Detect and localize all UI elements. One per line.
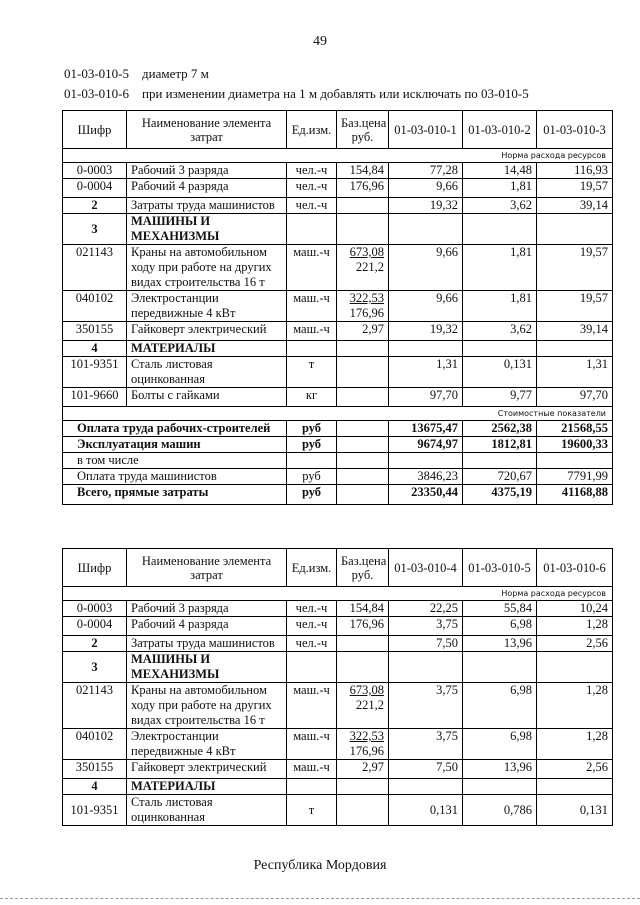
cell-unit: маш.-ч — [287, 729, 337, 760]
cell-value: 13,96 — [463, 636, 537, 652]
cell-value: 3,62 — [463, 198, 537, 214]
cost-row — [63, 437, 613, 453]
cell-value: 6,98 — [463, 683, 537, 729]
table-row — [63, 322, 613, 341]
cell-value: 1,28 — [537, 683, 613, 729]
table-header — [63, 549, 613, 587]
cell-value: 3,62 — [463, 322, 537, 341]
cell-value: 1,31 — [389, 357, 463, 388]
price-secondary: 176,96 — [349, 306, 384, 320]
cell-value: 19,32 — [389, 322, 463, 341]
cost-label: Всего, прямые затраты — [63, 485, 287, 505]
cell-name: Электростанции передвижные 4 кВт — [127, 729, 287, 760]
cell-value: 1,28 — [537, 729, 613, 760]
cell-name: Болты с гайками — [127, 388, 287, 407]
price-primary: 322,53 — [349, 291, 384, 305]
cell-value: 9,66 — [389, 245, 463, 291]
cell-price: 154,84 — [337, 163, 389, 179]
cell-unit: маш.-ч — [287, 291, 337, 322]
cell-code: 0-0004 — [63, 179, 127, 198]
cell-code: 040102 — [63, 291, 127, 322]
cell-value: 10,24 — [537, 601, 613, 617]
cell-code: 021143 — [63, 245, 127, 291]
preamble-code: 01-03-010-5 — [64, 66, 129, 81]
header-col1: 01-03-010-4 — [389, 549, 463, 587]
cell-value: 9,77 — [463, 388, 537, 407]
cell-name: Рабочий 3 разряда — [127, 601, 287, 617]
cell-value: 97,70 — [389, 388, 463, 407]
norm-caption-row — [63, 587, 613, 601]
cell-unit: чел.-ч — [287, 198, 337, 214]
machinist-row — [63, 636, 613, 652]
cell-unit: маш.-ч — [287, 245, 337, 291]
preamble-text: диаметр 7 м — [142, 66, 209, 81]
header-col3: 01-03-010-6 — [537, 549, 613, 587]
table-row — [63, 291, 613, 322]
norm-caption-row — [63, 149, 613, 163]
cell-unit: чел.-ч — [287, 179, 337, 198]
cost-row — [63, 469, 613, 485]
section-row — [63, 341, 613, 357]
page-edge-line — [0, 898, 640, 899]
cost-caption-row — [63, 407, 613, 421]
cell-unit: кг — [287, 388, 337, 407]
cell-name: Затраты труда машинистов — [127, 198, 287, 214]
cell-value: 13,96 — [463, 760, 537, 779]
table-row — [63, 357, 613, 388]
header-col3: 01-03-010-3 — [537, 111, 613, 149]
cell-name: Гайковерт электрический — [127, 760, 287, 779]
cell-code: 101-9351 — [63, 357, 127, 388]
cell-name: Краны на автомобильном ходу при работе на других видах строительства 16 т — [127, 683, 287, 729]
cost-label: Эксплуатация машин — [63, 437, 287, 453]
norm-caption: Норма расхода ресурсов — [63, 149, 613, 163]
cell-price: 176,96 — [337, 617, 389, 636]
preamble-line — [64, 86, 529, 102]
cell-name: Рабочий 4 разряда — [127, 617, 287, 636]
page-number: 49 — [313, 34, 327, 49]
cell-value: 22,25 — [389, 601, 463, 617]
cell-unit: маш.-ч — [287, 322, 337, 341]
cell-code: 101-9351 — [63, 795, 127, 826]
cell-value: 3,75 — [389, 683, 463, 729]
price-primary: 673,08 — [349, 245, 384, 259]
cost-value: 13675,47 — [389, 421, 463, 437]
header-name: Наименование элемента затрат — [127, 111, 287, 149]
cell-code: 350155 — [63, 322, 127, 341]
cell-unit: т — [287, 357, 337, 388]
cell-value: 97,70 — [537, 388, 613, 407]
cell-price: 2,97 — [337, 760, 389, 779]
section-title: МАШИНЫ И МЕХАНИЗМЫ — [127, 652, 287, 683]
cell-unit: чел.-ч — [287, 636, 337, 652]
cell-value: 6,98 — [463, 729, 537, 760]
cell-name: Сталь листовая оцинкованная — [127, 357, 287, 388]
cell-name: Рабочий 3 разряда — [127, 163, 287, 179]
section-row — [63, 652, 613, 683]
cell-value: 0,131 — [537, 795, 613, 826]
table-row — [63, 163, 613, 179]
cost-unit: руб — [287, 469, 337, 485]
cost-row — [63, 485, 613, 505]
header-col1: 01-03-010-1 — [389, 111, 463, 149]
cell-code: 040102 — [63, 729, 127, 760]
cell-value: 55,84 — [463, 601, 537, 617]
cell-value: 19,57 — [537, 245, 613, 291]
cost-value: 720,67 — [463, 469, 537, 485]
table-row — [63, 245, 613, 291]
cost-unit: руб — [287, 485, 337, 505]
cell-code: 021143 — [63, 683, 127, 729]
cell-price: 176,96 — [337, 179, 389, 198]
cell-name: Затраты труда машинистов — [127, 636, 287, 652]
table-row — [63, 729, 613, 760]
cell-name: Рабочий 4 разряда — [127, 179, 287, 198]
preamble-text: при изменении диаметра на 1 м добавлять или исключать по 03-010-5 — [142, 86, 529, 101]
cost-row — [63, 453, 613, 469]
price-secondary: 221,2 — [355, 698, 384, 712]
cell-value: 39,14 — [537, 322, 613, 341]
table-row — [63, 760, 613, 779]
cell-value: 2,56 — [537, 760, 613, 779]
section-row — [63, 214, 613, 245]
table-row — [63, 795, 613, 826]
section-title: МАТЕРИАЛЫ — [127, 779, 287, 795]
cell-price — [337, 245, 389, 291]
cell-code: 0-0003 — [63, 163, 127, 179]
cell-value: 1,81 — [463, 245, 537, 291]
cell-unit: маш.-ч — [287, 760, 337, 779]
footer-region: Республика Мордовия — [253, 858, 387, 873]
table-header — [63, 111, 613, 149]
header-code: Шифр — [63, 549, 127, 587]
norm-caption: Норма расхода ресурсов — [63, 587, 613, 601]
table-row — [63, 179, 613, 198]
cost-value: 19600,33 — [537, 437, 613, 453]
section-code: 4 — [63, 341, 127, 357]
table-row — [63, 601, 613, 617]
cell-value: 7,50 — [389, 636, 463, 652]
cell-value: 3,75 — [389, 617, 463, 636]
price-secondary: 176,96 — [349, 744, 384, 758]
cell-value: 77,28 — [389, 163, 463, 179]
header-unit: Ед.изм. — [287, 549, 337, 587]
cell-value: 1,28 — [537, 617, 613, 636]
cell-code: 0-0004 — [63, 617, 127, 636]
cell-name: Электростанции передвижные 4 кВт — [127, 291, 287, 322]
cell-value: 7,50 — [389, 760, 463, 779]
section-code: 3 — [63, 652, 127, 683]
cost-value: 1812,81 — [463, 437, 537, 453]
cell-price: 2,97 — [337, 322, 389, 341]
cell-value: 0,131 — [463, 357, 537, 388]
cost-value: 23350,44 — [389, 485, 463, 505]
cell-code: 2 — [63, 636, 127, 652]
cost-value: 3846,23 — [389, 469, 463, 485]
price-primary: 322,53 — [349, 729, 384, 743]
cell-unit: чел.-ч — [287, 617, 337, 636]
cost-label: Оплата труда машинистов — [63, 469, 287, 485]
section-row — [63, 779, 613, 795]
cell-value: 19,57 — [537, 291, 613, 322]
cell-value: 6,98 — [463, 617, 537, 636]
cost-caption: Стоимостные показатели — [63, 407, 613, 421]
cell-unit: т — [287, 795, 337, 826]
table-row — [63, 388, 613, 407]
cell-unit: маш.-ч — [287, 683, 337, 729]
cell-value: 9,66 — [389, 179, 463, 198]
cost-value: 2562,38 — [463, 421, 537, 437]
cell-unit: чел.-ч — [287, 163, 337, 179]
cell-code: 2 — [63, 198, 127, 214]
cell-value: 2,56 — [537, 636, 613, 652]
section-title: МАШИНЫ И МЕХАНИЗМЫ — [127, 214, 287, 245]
cost-label: в том числе — [63, 453, 287, 469]
cell-name: Краны на автомобильном ходу при работе на других видах строительства 16 т — [127, 245, 287, 291]
cost-value: 7791,99 — [537, 469, 613, 485]
header-price: Баз.цена руб. — [337, 111, 389, 149]
cell-value: 1,81 — [463, 179, 537, 198]
header-name: Наименование элемента затрат — [127, 549, 287, 587]
cost-row — [63, 421, 613, 437]
cell-value: 0,131 — [389, 795, 463, 826]
cell-value: 3,75 — [389, 729, 463, 760]
header-col2: 01-03-010-2 — [463, 111, 537, 149]
header-unit: Ед.изм. — [287, 111, 337, 149]
cost-unit: руб — [287, 437, 337, 453]
cost-value: 9674,97 — [389, 437, 463, 453]
section-code: 4 — [63, 779, 127, 795]
cost-value: 41168,88 — [537, 485, 613, 505]
price-primary: 673,08 — [349, 683, 384, 697]
cell-price — [337, 729, 389, 760]
cell-value: 19,57 — [537, 179, 613, 198]
cell-price: 154,84 — [337, 601, 389, 617]
cell-price — [337, 683, 389, 729]
cost-value: 4375,19 — [463, 485, 537, 505]
cell-unit: чел.-ч — [287, 601, 337, 617]
cell-value: 0,786 — [463, 795, 537, 826]
table-row — [63, 617, 613, 636]
norms-table-1 — [62, 110, 613, 505]
cell-value: 14,48 — [463, 163, 537, 179]
header-col2: 01-03-010-5 — [463, 549, 537, 587]
norms-table-2 — [62, 548, 613, 826]
cell-value: 39,14 — [537, 198, 613, 214]
machinist-row — [63, 198, 613, 214]
header-price: Баз.цена руб. — [337, 549, 389, 587]
table-row — [63, 683, 613, 729]
cost-unit: руб — [287, 421, 337, 437]
cell-value: 1,81 — [463, 291, 537, 322]
cell-value: 1,31 — [537, 357, 613, 388]
cell-name: Сталь листовая оцинкованная — [127, 795, 287, 826]
cell-code: 350155 — [63, 760, 127, 779]
cost-value: 21568,55 — [537, 421, 613, 437]
cost-label: Оплата труда рабочих-строителей — [63, 421, 287, 437]
preamble-line — [64, 66, 209, 82]
section-title: МАТЕРИАЛЫ — [127, 341, 287, 357]
cell-price — [337, 291, 389, 322]
preamble-code: 01-03-010-6 — [64, 86, 129, 101]
cell-value: 19,32 — [389, 198, 463, 214]
cell-value: 9,66 — [389, 291, 463, 322]
cell-code: 101-9660 — [63, 388, 127, 407]
cell-value: 116,93 — [537, 163, 613, 179]
section-code: 3 — [63, 214, 127, 245]
header-code: Шифр — [63, 111, 127, 149]
price-secondary: 221,2 — [355, 260, 384, 274]
cell-name: Гайковерт электрический — [127, 322, 287, 341]
cell-code: 0-0003 — [63, 601, 127, 617]
